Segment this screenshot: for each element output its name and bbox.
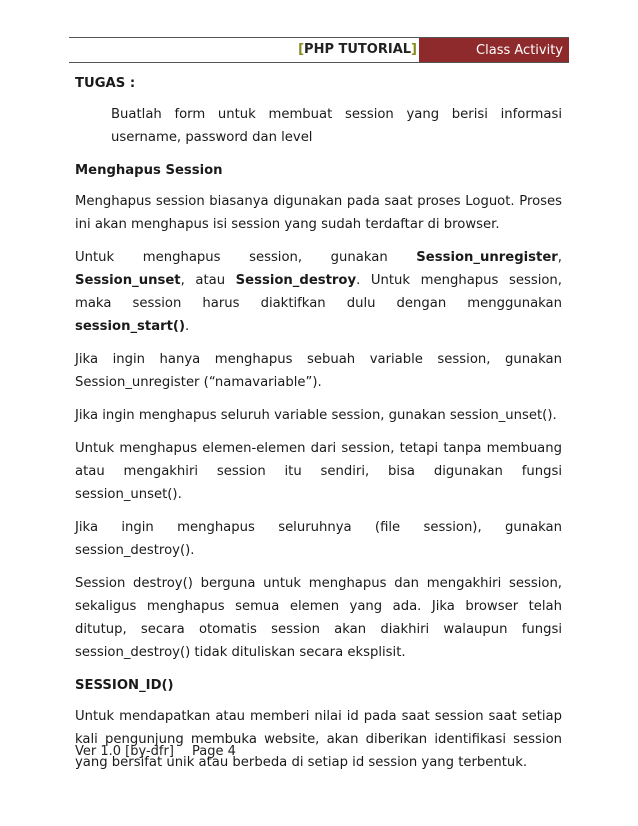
paragraph-destroy: Jika ingin menghapus seluruhnya (file session), gunakan session_destroy(). bbox=[75, 520, 562, 558]
paragraph-unset: Jika ingin menghapus seluruh variable session, gunakan session_unset(). bbox=[75, 408, 557, 423]
paragraph-loguot: Menghapus session biasanya digunakan pada saat proses Loguot. Proses ini akan menghapus isi session yang sudah terdaftar di browser. bbox=[75, 194, 562, 232]
header-title bbox=[298, 42, 417, 57]
page-header bbox=[69, 37, 569, 63]
paragraph-elements: Untuk menghapus elemen-elemen dari session, tetapi tanpa membuang atau mengakhiri session itu sendiri, bisa digunakan fungsi session_unset(). bbox=[75, 441, 562, 502]
paragraph-destroy-explain: Session destroy() berguna untuk menghapus dan mengakhiri session, sekaligus menghapus semua elemen yang ada. Jika browser telah ditutup, secara otomatis session akan diakhiri walaupun fungsi session_destroy() tidak dituliskan secara eksplisit. bbox=[75, 576, 562, 660]
keyword-session-unset: Session_unset bbox=[75, 273, 181, 288]
keyword-session-destroy: Session_destroy bbox=[235, 273, 357, 288]
tugas-text: Buatlah form untuk membuat session yang berisi informasi username, password dan level bbox=[111, 107, 562, 145]
keyword-session-unregister: Session_unregister bbox=[416, 250, 558, 265]
header-bracket-close: ] bbox=[411, 42, 417, 57]
keyword-session-start: session_start() bbox=[75, 319, 185, 334]
header-class-activity: Class Activity bbox=[419, 38, 569, 62]
text-span: . Untuk menghapus session, maka session harus diaktifkan dulu dengan menggunakan bbox=[75, 273, 562, 311]
text-span: , bbox=[557, 250, 562, 265]
page-body bbox=[75, 72, 562, 784]
page-footer bbox=[75, 744, 236, 759]
paragraph-session-functions bbox=[75, 246, 562, 338]
paragraph-unregister bbox=[75, 348, 562, 394]
text-span: Untuk menghapus session, gunakan bbox=[75, 250, 417, 265]
paragraph-session-id: Untuk mendapatkan atau memberi nilai id pada saat session saat setiap kali pengunjung membuka website, akan diberikan identifikasi session yang bersifat unik atau berbeda di setiap id session yang terbentuk. bbox=[75, 709, 562, 770]
section-heading-session-id: SESSION_ID() bbox=[75, 678, 174, 693]
paragraph-unregister-line1: Jika ingin hanya menghapus sebuah variable session, gunakan bbox=[75, 352, 562, 367]
text-span: , atau bbox=[180, 273, 236, 288]
section-heading-menghapus-session: Menghapus Session bbox=[75, 163, 223, 178]
header-bracket-open: [ bbox=[298, 42, 305, 57]
text-span: . bbox=[184, 319, 190, 334]
footer-version: Ver 1.0 [by-dfr] bbox=[75, 744, 174, 759]
footer-page-number: Page 4 bbox=[192, 744, 236, 759]
paragraph-unregister-line2: Session_unregister (“namavariable”). bbox=[75, 375, 322, 390]
tugas-label: TUGAS : bbox=[75, 76, 136, 91]
header-title-text: PHP TUTORIAL bbox=[304, 42, 412, 57]
